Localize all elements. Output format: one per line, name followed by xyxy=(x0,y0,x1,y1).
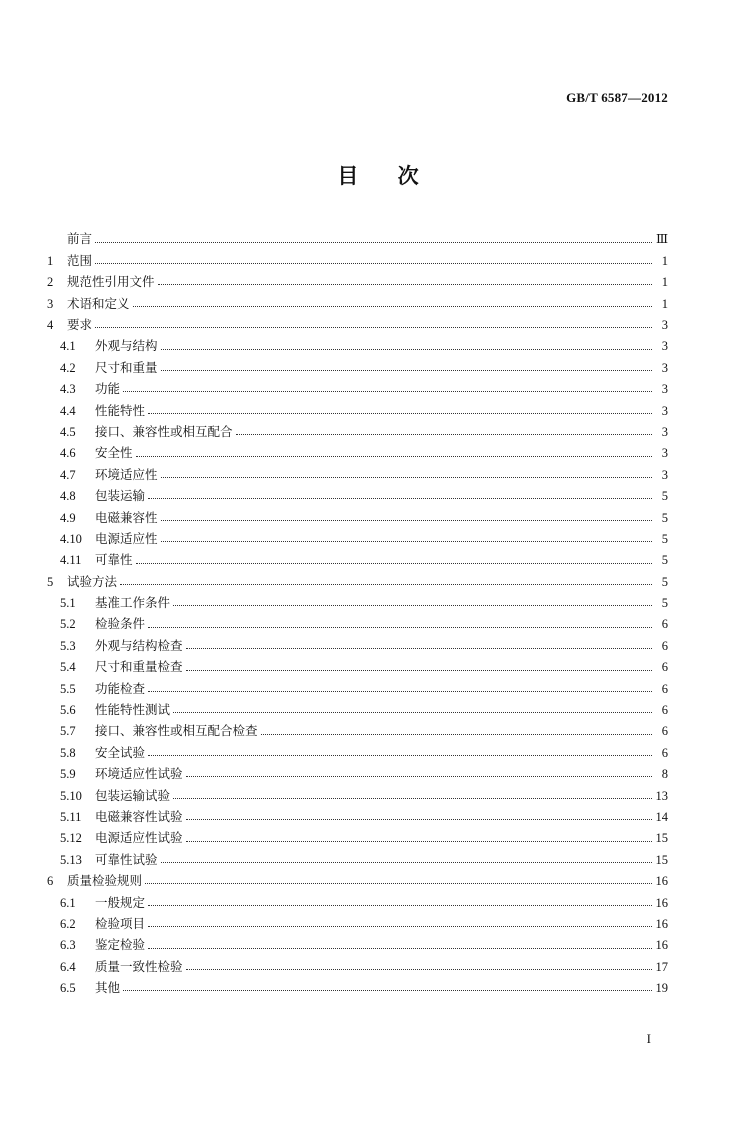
toc-leader-dots xyxy=(186,647,652,649)
toc-entry-label: 可靠性 xyxy=(95,552,133,568)
toc-entry-number: 6 xyxy=(47,874,54,889)
toc-entry-number: 5.7 xyxy=(60,724,76,739)
toc-entry-page: 6 xyxy=(661,660,668,675)
toc-entry-page: Ⅲ xyxy=(655,232,668,247)
toc-leader-dots xyxy=(148,904,651,906)
toc-leader-dots xyxy=(161,476,652,478)
toc-entry[interactable] xyxy=(47,229,668,250)
toc-leader-dots xyxy=(136,455,652,457)
toc-entry-label: 功能检查 xyxy=(95,680,146,696)
toc-leader-dots xyxy=(148,925,651,927)
toc-entry-number: 4.5 xyxy=(60,424,76,439)
toc-entry[interactable] xyxy=(47,614,668,635)
toc-entry[interactable] xyxy=(47,571,668,592)
toc-entry-page: 5 xyxy=(661,574,668,589)
toc-entry-number: 5.3 xyxy=(60,638,76,653)
toc-entry[interactable] xyxy=(47,422,668,443)
toc-entry-label: 电源适应性试验 xyxy=(95,830,183,846)
toc-entry[interactable] xyxy=(47,935,668,956)
toc-entry-number: 4.3 xyxy=(60,382,76,397)
toc-entry[interactable] xyxy=(47,315,668,336)
toc-entry-label: 质量一致性检验 xyxy=(95,958,183,974)
toc-entry-label: 一般规定 xyxy=(95,894,146,910)
toc-entry-page: 3 xyxy=(661,467,668,482)
toc-entry-number: 6.3 xyxy=(60,938,76,953)
toc-entry-number: 4.11 xyxy=(60,553,82,568)
toc-entry-page: 16 xyxy=(655,916,668,931)
toc-entry-label: 前言 xyxy=(67,231,93,247)
toc-entry[interactable] xyxy=(47,528,668,549)
toc-leader-dots xyxy=(148,412,652,414)
toc-entry-label: 包装运输试验 xyxy=(95,787,171,803)
toc-leader-dots xyxy=(186,840,652,842)
toc-entry-page: 3 xyxy=(661,382,668,397)
toc-leader-dots xyxy=(148,947,651,949)
toc-leader-dots xyxy=(186,775,652,777)
toc-entry-page: 16 xyxy=(655,895,668,910)
toc-entry-number: 4.4 xyxy=(60,403,76,418)
toc-entry[interactable] xyxy=(47,250,668,271)
toc-leader-dots xyxy=(148,497,652,499)
toc-entry-page: 6 xyxy=(661,638,668,653)
toc-entry-label: 环境适应性 xyxy=(95,466,158,482)
toc-entry-page: 6 xyxy=(661,745,668,760)
toc-entry-page: 3 xyxy=(661,360,668,375)
toc-entry-page: 3 xyxy=(661,403,668,418)
toc-entry-number: 4.7 xyxy=(60,467,76,482)
toc-entry-label: 外观与结构检查 xyxy=(95,637,183,653)
toc-entry-page: 6 xyxy=(661,724,668,739)
toc-entry-number: 5.13 xyxy=(60,852,82,867)
toc-entry-number: 5.1 xyxy=(60,596,76,611)
toc-entry-page: 3 xyxy=(661,318,668,332)
toc-entry-page: 5 xyxy=(661,489,668,504)
toc-entry-number: 6.4 xyxy=(60,959,76,974)
toc-leader-dots xyxy=(161,519,652,521)
toc-entry-number: 5 xyxy=(47,574,54,589)
toc-entry-label: 基准工作条件 xyxy=(95,595,171,611)
toc-entry-page: 6 xyxy=(661,681,668,696)
toc-entry[interactable] xyxy=(47,978,668,999)
toc-entry-number: 2 xyxy=(47,275,54,290)
toc-entry-page: 3 xyxy=(661,424,668,439)
toc-entry-page: 19 xyxy=(655,981,668,996)
toc-leader-dots xyxy=(173,711,652,713)
toc-entry[interactable] xyxy=(47,400,668,421)
toc-entry-page: 17 xyxy=(655,959,668,974)
toc-leader-dots xyxy=(120,583,652,585)
toc-entry-page: 3 xyxy=(661,339,668,354)
toc-entry[interactable] xyxy=(47,678,668,699)
toc-entry-number: 4.6 xyxy=(60,446,76,461)
toc-entry[interactable] xyxy=(47,293,668,314)
toc-entry-label: 检验条件 xyxy=(95,616,146,632)
toc-leader-dots xyxy=(95,241,652,243)
toc-entry-number: 6.2 xyxy=(60,916,76,931)
toc-entry-label: 可靠性试验 xyxy=(95,851,158,867)
toc-entry-page: 5 xyxy=(661,596,668,611)
toc-entry-label: 尺寸和重量检查 xyxy=(95,659,183,675)
toc-entry-page: 5 xyxy=(661,531,668,546)
toc-leader-dots xyxy=(161,369,652,371)
toc-entry-label: 术语和定义 xyxy=(67,295,130,311)
toc-entry[interactable] xyxy=(47,764,668,785)
toc-entry-label: 性能特性 xyxy=(95,402,146,418)
toc-entry[interactable] xyxy=(47,464,668,485)
toc-entry-page: 6 xyxy=(661,617,668,632)
toc-entry-number: 5.8 xyxy=(60,745,76,760)
page-title: 目 次 xyxy=(337,164,419,188)
toc-entry[interactable] xyxy=(47,871,668,892)
toc-entry-number: 1 xyxy=(47,253,54,268)
toc-leader-dots xyxy=(95,326,652,328)
toc-entry-label: 环境适应性试验 xyxy=(95,766,183,782)
page-number: I xyxy=(646,1031,651,1046)
toc-entry-page: 15 xyxy=(655,852,668,867)
toc-entry-page: 6 xyxy=(661,703,668,718)
toc-entry[interactable] xyxy=(47,914,668,935)
toc-leader-dots xyxy=(186,818,652,820)
toc-entry-page: 13 xyxy=(655,788,668,803)
toc-entry-page: 14 xyxy=(655,809,668,824)
toc-leader-dots xyxy=(186,669,652,671)
toc-entry[interactable] xyxy=(47,785,668,806)
toc-entry[interactable] xyxy=(47,721,668,742)
toc-entry-number: 5.9 xyxy=(60,767,76,782)
toc-leader-dots xyxy=(123,390,652,392)
toc-entry-number: 3 xyxy=(47,296,54,311)
toc-leader-dots xyxy=(261,733,652,735)
toc-entry[interactable] xyxy=(47,357,668,378)
toc-entry-number: 4.8 xyxy=(60,489,76,504)
standard-code: GB/T 6587—2012 xyxy=(566,90,668,105)
toc-entry-label: 质量检验规则 xyxy=(67,873,143,889)
toc-entry-label: 试验方法 xyxy=(67,573,118,589)
toc-entry-label: 鉴定检验 xyxy=(95,937,146,953)
toc-entry[interactable] xyxy=(47,550,668,571)
toc-leader-dots xyxy=(136,562,652,564)
toc-entry-label: 功能 xyxy=(95,381,121,397)
toc-entry-number: 6.5 xyxy=(60,981,76,996)
toc-leader-dots xyxy=(161,540,652,542)
toc-leader-dots xyxy=(161,861,652,863)
toc-entry-page: 15 xyxy=(655,831,668,846)
toc-entry-number: 5.4 xyxy=(60,660,76,675)
toc-entry-label: 其他 xyxy=(95,980,121,996)
toc-entry[interactable] xyxy=(47,272,668,293)
toc-entry[interactable] xyxy=(47,635,668,656)
toc-entry-page: 5 xyxy=(661,553,668,568)
toc-entry-number: 5.12 xyxy=(60,831,82,846)
toc-leader-dots xyxy=(173,797,651,799)
toc-leader-dots xyxy=(148,690,652,692)
toc-entry-page: 8 xyxy=(661,767,668,782)
toc-entry[interactable] xyxy=(47,828,668,849)
toc-entry-label: 规范性引用文件 xyxy=(67,274,155,290)
toc-entry-label: 电磁兼容性 xyxy=(95,509,158,525)
toc-entry-label: 接口、兼容性或相互配合 xyxy=(95,423,233,439)
toc-entry-page: 1 xyxy=(661,253,668,268)
toc-entry-number: 5.2 xyxy=(60,617,76,632)
toc-leader-dots xyxy=(148,754,652,756)
toc-entry-number: 5.10 xyxy=(60,788,82,803)
toc-entry-label: 包装运输 xyxy=(95,488,146,504)
toc-entry[interactable] xyxy=(47,700,668,721)
toc-leader-dots xyxy=(95,262,652,264)
toc-entry-page: 3 xyxy=(661,446,668,461)
toc-leader-dots xyxy=(133,305,652,307)
toc-entry-number: 4 xyxy=(47,318,54,332)
toc-leader-dots xyxy=(148,626,652,628)
toc-entry-label: 电源适应性 xyxy=(95,530,158,546)
toc-entry-number: 6.1 xyxy=(60,895,76,910)
toc-entry-number: 5.6 xyxy=(60,703,76,718)
toc-entry-label: 接口、兼容性或相互配合检查 xyxy=(95,723,258,739)
toc-entry-page: 16 xyxy=(655,874,668,889)
toc-entry[interactable] xyxy=(47,336,668,357)
toc-entry-label: 安全试验 xyxy=(95,744,146,760)
toc-entry-number: 4.10 xyxy=(60,531,82,546)
toc-leader-dots xyxy=(158,283,652,285)
toc-entry-label: 尺寸和重量 xyxy=(95,359,158,375)
toc-entry[interactable] xyxy=(47,742,668,763)
toc-entry[interactable] xyxy=(47,849,668,870)
toc-entry[interactable] xyxy=(47,892,668,913)
toc-leader-dots xyxy=(161,348,652,350)
toc-entry-number: 5.5 xyxy=(60,681,76,696)
toc-entry[interactable] xyxy=(47,657,668,678)
toc-leader-dots xyxy=(123,989,651,991)
toc-entry[interactable] xyxy=(47,956,668,977)
toc-entry[interactable] xyxy=(47,486,668,507)
toc-entry-page: 1 xyxy=(661,296,668,311)
table-of-contents xyxy=(47,229,668,999)
toc-entry-number: 4.2 xyxy=(60,360,76,375)
toc-entry[interactable] xyxy=(47,507,668,528)
toc-entry-label: 安全性 xyxy=(95,445,133,461)
toc-entry[interactable] xyxy=(47,379,668,400)
toc-leader-dots xyxy=(145,882,651,884)
toc-entry-label: 检验项目 xyxy=(95,915,146,931)
toc-entry-label: 外观与结构 xyxy=(95,338,158,354)
toc-entry-label: 范围 xyxy=(67,252,93,268)
toc-entry[interactable] xyxy=(47,807,668,828)
toc-leader-dots xyxy=(186,968,652,970)
toc-entry-number: 4.1 xyxy=(60,339,76,354)
toc-entry-number: 4.9 xyxy=(60,510,76,525)
toc-entry[interactable] xyxy=(47,593,668,614)
toc-entry-number: 5.11 xyxy=(60,809,82,824)
toc-entry[interactable] xyxy=(47,443,668,464)
toc-entry-page: 16 xyxy=(655,938,668,953)
toc-entry-label: 性能特性测试 xyxy=(95,702,171,718)
toc-entry-label: 要求 xyxy=(67,317,93,332)
toc-leader-dots xyxy=(173,604,652,606)
toc-entry-page: 1 xyxy=(661,275,668,290)
toc-entry-page: 5 xyxy=(661,510,668,525)
toc-entry-label: 电磁兼容性试验 xyxy=(95,808,183,824)
toc-leader-dots xyxy=(236,433,652,435)
